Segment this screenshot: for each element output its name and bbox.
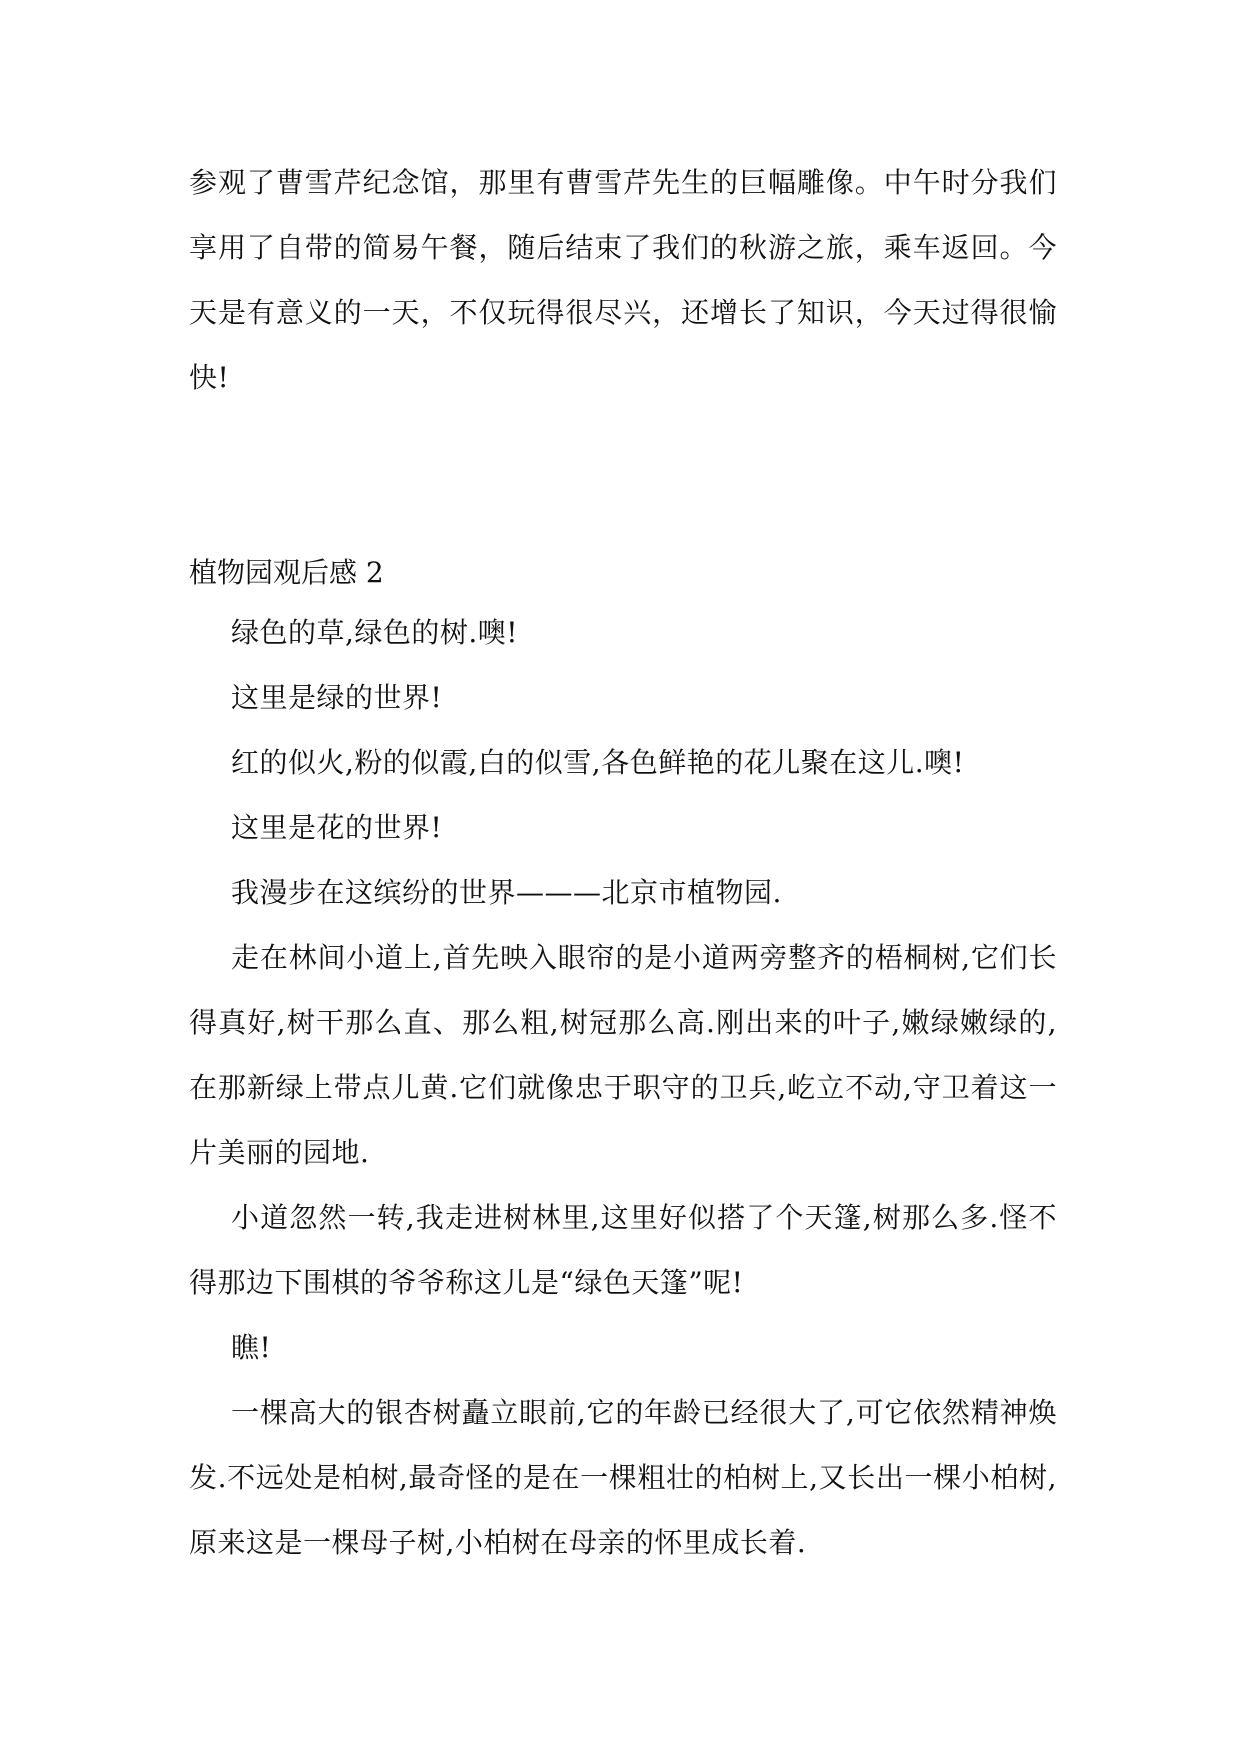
previous-essay-ending — [189, 150, 1057, 410]
paragraph: 小道忽然一转,我走进树林里,这里好似搭了个天篷,树那么多.怪不得那边下围棋的爷爷称这儿是“绿色天篷”呢! — [189, 1201, 1057, 1299]
paragraph: 绿色的草,绿色的树.噢! — [231, 616, 519, 649]
paragraph: 这里是花的世界! — [231, 811, 443, 844]
paragraph: 瞧! — [231, 1331, 272, 1364]
paragraph: 这里是绿的世界! — [231, 681, 443, 714]
essay-body — [189, 600, 1057, 1575]
paragraph: 红的似火,粉的似霞,白的似雪,各色鲜艳的花儿聚在这儿.噢! — [231, 746, 965, 779]
paragraph: 走在林间小道上,首先映入眼帘的是小道两旁整齐的梧桐树,它们长得真好,树干那么直、那么粗,树冠那么高.刚出来的叶子,嫩绿嫩绿的,在那新绿上带点儿黄.它们就像忠于职守的卫兵,屹立不动,守卫着这一片美丽的园地. — [189, 941, 1057, 1169]
paragraph: 我漫步在这缤纷的世界———北京市植物园. — [231, 876, 782, 909]
paragraph: 一棵高大的银杏树矗立眼前,它的年龄已经很大了,可它依然精神焕发.不远处是柏树,最奇怪的是在一棵粗壮的柏树上,又长出一棵小柏树,原来这是一棵母子树,小柏树在母亲的怀里成长着. — [189, 1396, 1057, 1559]
essay-title: 植物园观后感 2 — [189, 556, 384, 589]
paragraph: 参观了曹雪芹纪念馆，那里有曹雪芹先生的巨幅雕像。中午时分我们享用了自带的简易午餐，随后结束了我们的秋游之旅，乘车返回。今天是有意义的一天，不仅玩得很尽兴，还增长了知识，今天过得很愉快! — [189, 166, 1057, 394]
